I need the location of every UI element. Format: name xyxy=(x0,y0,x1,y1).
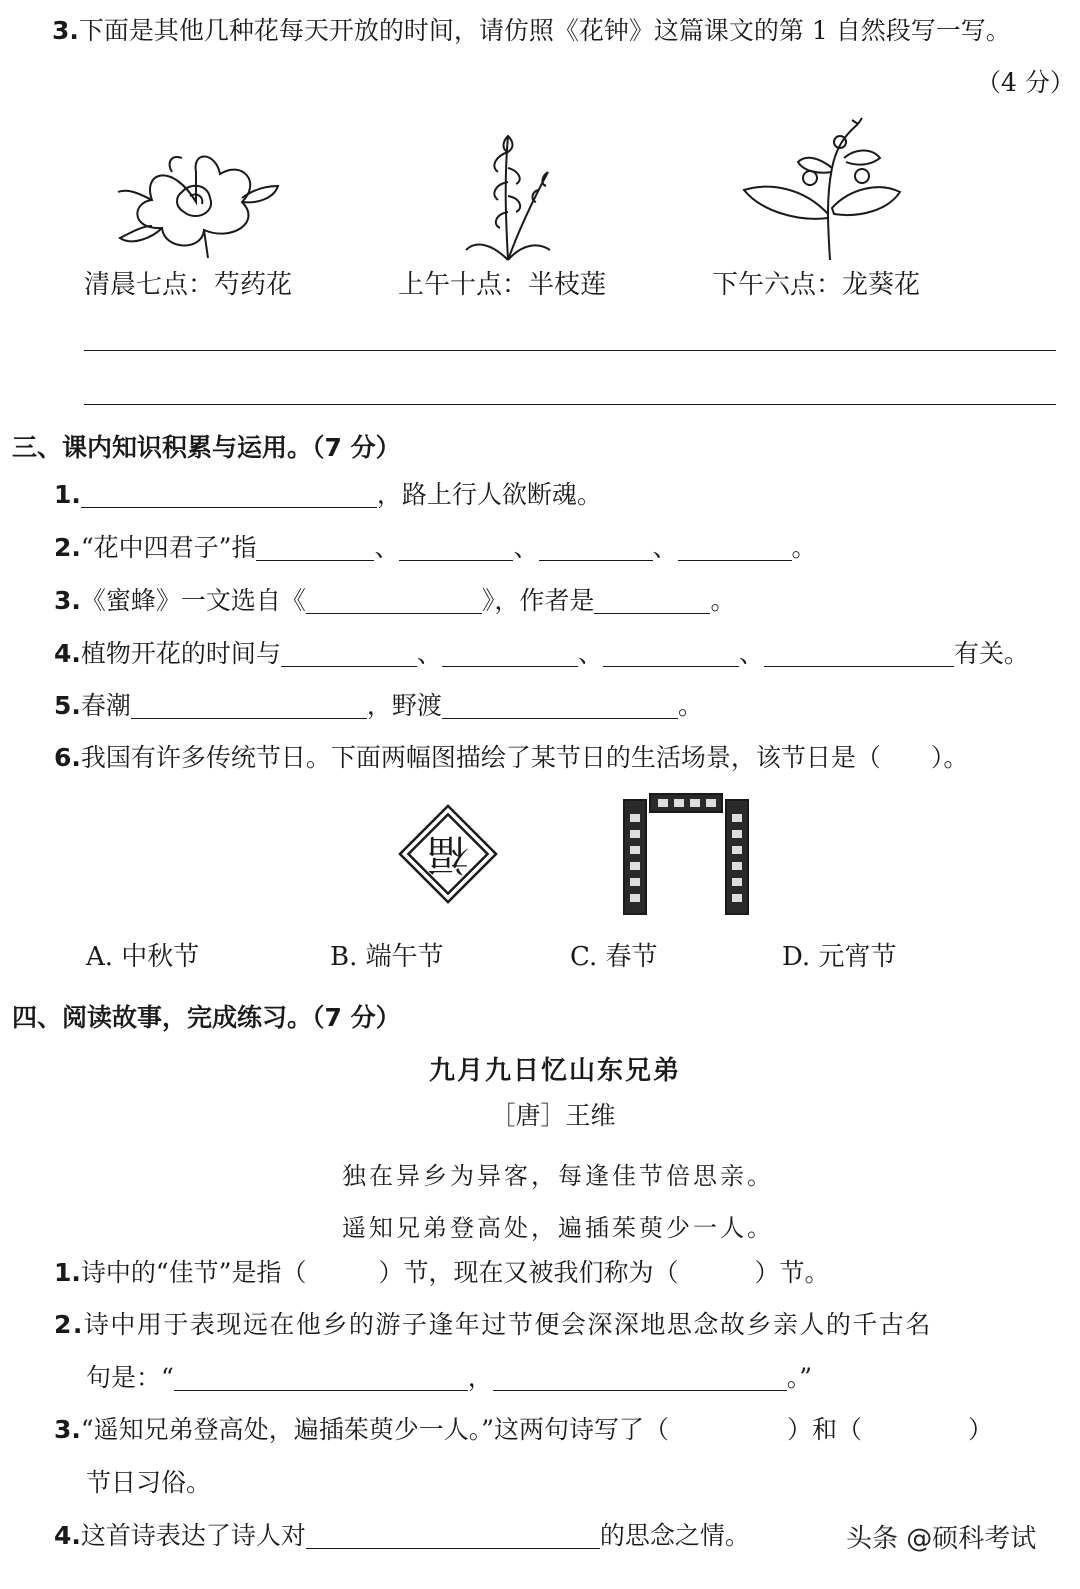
question-number: 4. xyxy=(54,639,81,668)
period: 。 xyxy=(677,691,703,720)
fill-blank[interactable] xyxy=(256,534,374,561)
flower-label-longkui: 下午六点：龙葵花 xyxy=(712,270,921,300)
fill-blank[interactable] xyxy=(81,481,377,508)
fill-blank[interactable] xyxy=(764,640,954,667)
question-text: ，路上行人欲断魂。 xyxy=(376,480,602,509)
question-number: 3. xyxy=(54,1415,81,1444)
fill-blank[interactable] xyxy=(306,1522,600,1549)
question-text: ）和（ xyxy=(786,1415,862,1444)
fill-blank[interactable] xyxy=(678,534,792,561)
s4-question-4 xyxy=(54,1522,750,1549)
question-number: 2. xyxy=(54,533,81,562)
poem-title: 九月九日忆山东兄弟 xyxy=(428,1056,681,1086)
poem-line-1: 独在异乡为异客，每逢佳节倍思亲。 xyxy=(342,1162,774,1190)
separator: 、 xyxy=(513,533,539,562)
question-text: 》，作者是 xyxy=(481,586,595,615)
question-text: “花中四君子”指 xyxy=(80,533,257,562)
question-number: 6. xyxy=(54,743,81,772)
question-text: 有关。 xyxy=(953,639,1029,668)
s3-question-5 xyxy=(54,692,703,719)
option-c[interactable]: C. 春节 xyxy=(570,942,658,972)
fill-blank[interactable] xyxy=(306,587,482,614)
s4-question-2-line-2 xyxy=(86,1364,812,1391)
s4-question-2 xyxy=(54,1312,932,1337)
question-number: 1. xyxy=(54,480,81,509)
question-number: 3. xyxy=(54,586,81,615)
longkui-icon xyxy=(740,118,904,262)
question-text: 句是：“ xyxy=(86,1363,174,1392)
option-d[interactable]: D. 元宵节 xyxy=(782,942,897,972)
question-text: ） xyxy=(968,1415,994,1444)
question-text: “遥知兄弟登高处，遍插茱萸少一人。”这两句诗写了（ xyxy=(80,1415,669,1444)
question-3-flower-clock xyxy=(52,18,1011,43)
option-b[interactable]: B. 端午节 xyxy=(330,942,444,972)
section-4-heading: 四、阅读故事，完成练习。（7 分） xyxy=(12,1003,401,1032)
answer-line-1[interactable] xyxy=(84,350,1056,351)
question-text: 的思念之情。 xyxy=(599,1521,750,1550)
answer-line-2[interactable] xyxy=(84,404,1056,405)
question-number: 1. xyxy=(54,1258,81,1287)
question-text: 。” xyxy=(786,1363,813,1392)
fu-character: 福 xyxy=(426,830,470,879)
separator: 、 xyxy=(374,533,400,562)
question-text: ）节。 xyxy=(754,1258,830,1287)
s3-question-4 xyxy=(54,640,1029,667)
question-number: 3. xyxy=(52,16,79,45)
question-number: 4. xyxy=(54,1521,81,1550)
question-text: 诗中的“佳节”是指（ xyxy=(80,1258,307,1287)
separator: 、 xyxy=(738,639,764,668)
question-text: 我国有许多传统节日。下面两幅图描绘了某节日的生活场景，该节日是（ ）。 xyxy=(80,743,969,772)
fill-blank[interactable] xyxy=(174,1364,468,1391)
s3-question-2 xyxy=(54,534,817,561)
separator: 、 xyxy=(652,533,678,562)
banzhilian-icon xyxy=(462,132,554,262)
fill-blank[interactable] xyxy=(442,692,678,719)
flower-label-peony: 清晨七点：芍药花 xyxy=(84,270,293,300)
s3-question-3 xyxy=(54,587,735,614)
fill-blank[interactable] xyxy=(442,640,578,667)
question-text: ，野渡 xyxy=(366,691,442,720)
poem-author: ［唐］王维 xyxy=(490,1101,616,1130)
fill-blank[interactable] xyxy=(493,1364,787,1391)
question-number: 2. xyxy=(54,1310,84,1339)
s4-question-3 xyxy=(54,1417,993,1442)
option-a[interactable]: A. 中秋节 xyxy=(86,942,200,972)
question-text: 这首诗表达了诗人对 xyxy=(80,1521,306,1550)
question-text: ）节，现在又被我们称为（ xyxy=(378,1258,679,1287)
watermark: 头条 @硕科考试 xyxy=(846,1524,1037,1554)
s3-question-1 xyxy=(54,481,602,508)
section-3-heading: 三、课内知识积累与运用。（7 分） xyxy=(12,433,401,462)
couplet-door-icon xyxy=(620,792,752,918)
fill-blank[interactable] xyxy=(539,534,653,561)
fill-blank[interactable] xyxy=(594,587,710,614)
question-text: 诗中用于表现远在他乡的游子逢年过节便会深深地思念故乡亲人的千古名 xyxy=(83,1310,932,1339)
question-text: 春潮 xyxy=(80,691,131,720)
question-text: 下面是其他几种花每天开放的时间，请仿照《花钟》这篇课文的第 1 自然段写一写。 xyxy=(78,16,1011,45)
fill-blank[interactable] xyxy=(399,534,513,561)
separator: ， xyxy=(467,1363,493,1392)
s3-question-6 xyxy=(54,745,968,770)
fill-blank[interactable] xyxy=(603,640,739,667)
s4-question-3-line-2: 节日习俗。 xyxy=(86,1468,212,1497)
s4-question-1 xyxy=(54,1260,830,1285)
period: 。 xyxy=(791,533,817,562)
question-number: 5. xyxy=(54,691,81,720)
separator: 、 xyxy=(416,639,442,668)
question-text: 《蜜蜂》一文选自《 xyxy=(80,586,306,615)
period: 。 xyxy=(710,586,736,615)
poem-line-2: 遥知兄弟登高处，遍插茱萸少一人。 xyxy=(342,1214,774,1242)
fill-blank[interactable] xyxy=(131,692,367,719)
score-label: （4 分） xyxy=(976,68,1075,97)
fill-blank[interactable] xyxy=(281,640,417,667)
question-text: 植物开花的时间与 xyxy=(80,639,281,668)
peony-icon xyxy=(112,142,280,260)
separator: 、 xyxy=(577,639,603,668)
fu-diamond-icon xyxy=(390,796,506,912)
flower-label-banzhilian: 上午十点：半枝莲 xyxy=(398,270,607,300)
